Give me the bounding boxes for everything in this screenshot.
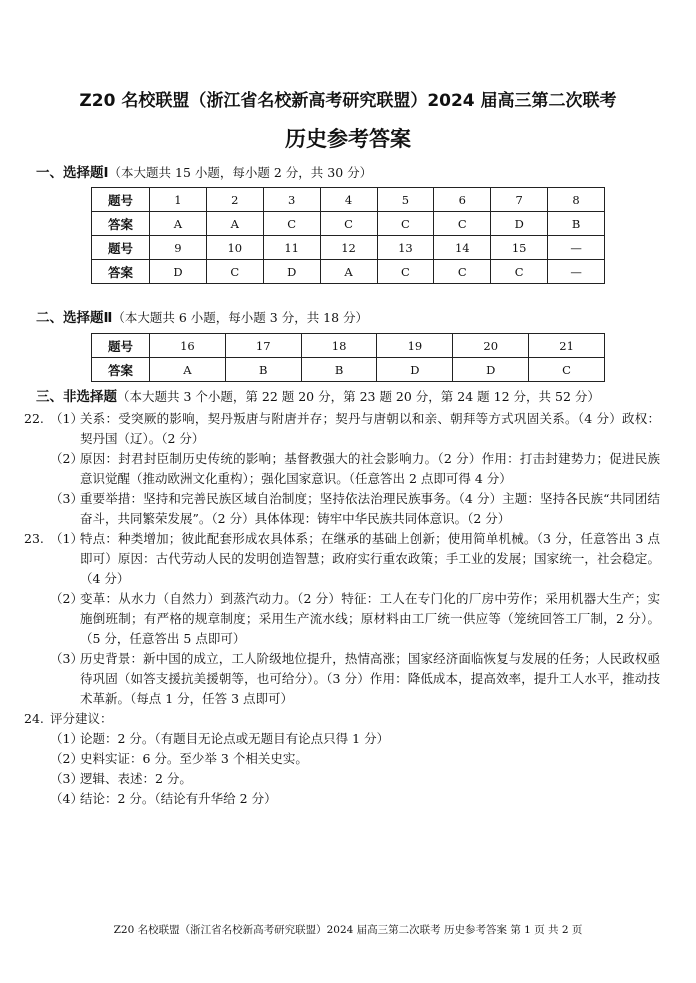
table1-nums-row [92,188,605,212]
table-cell: C [320,212,377,236]
table-cell: 15 [491,236,548,260]
sub-number: （2） [50,591,83,606]
table2-num-row [92,334,605,358]
table1-answers-row [92,260,605,284]
table-cell: 8 [548,188,605,212]
table-cell: A [150,358,226,382]
table-label-num: 题号 [92,236,150,260]
table-cell: C [377,212,434,236]
table-cell: D [150,260,207,284]
sub-answer [50,529,660,589]
sub-text: 重要举措：坚持和完善民族区域自治制度；坚持依法治理民族事务。（4 分）主题：坚持各民族“共同团结奋斗，共同繁荣发展”。（2 分）具体体现：铸牢中华民族共同体意识。（2 分） [80,491,660,526]
table-cell: — [548,260,605,284]
sub-number: （3） [50,491,83,506]
sub-number: （2） [50,451,83,466]
table1-answers-row [92,212,605,236]
table-cell: C [434,212,491,236]
section1-note: （本大题共 15 小题，每小题 2 分，共 30 分） [108,165,373,180]
table-cell: 19 [377,334,453,358]
table-cell: 17 [225,334,301,358]
table-cell: 3 [263,188,320,212]
table-cell: A [206,212,263,236]
table-cell: 16 [150,334,226,358]
question-block [24,529,660,709]
sub-answer [50,489,660,529]
sub-answer [50,449,660,489]
sub-text: 史料实证：6 分。至少举 3 个相关史实。 [80,751,308,766]
table-cell: 13 [377,236,434,260]
section3-note: （本大题共 3 个小题，第 22 题 20 分，第 23 题 20 分，第 24 题 12 分，共 52 分） [117,389,600,404]
sub-answer [50,789,660,809]
section2-heading: 二、选择题Ⅱ [36,310,113,326]
sub-number: （1） [50,411,83,426]
question-number: 22. [24,411,44,426]
table-cell: 2 [206,188,263,212]
table-label-ans: 答案 [92,358,150,382]
table-cell: 1 [150,188,207,212]
answer-table-2 [91,333,605,382]
table-cell: C [263,212,320,236]
table-cell: 12 [320,236,377,260]
sub-text: 关系：受突厥的影响，契丹叛唐与附唐并存；契丹与唐朝以和亲、朝拜等方式巩固关系。（4 分）政权：契丹国（辽）。（2 分） [80,411,660,446]
table-cell: 20 [453,334,529,358]
question-number: 24. [24,711,44,726]
section1-header [36,161,372,181]
section1-heading: 一、选择题Ⅰ [36,165,109,181]
page-footer: Z20 名校联盟（浙江省名校新高考研究联盟）2024 届高三第二次联考 历史参考答案 第 1 页 共 2 页 [113,924,583,936]
table2-ans-row [92,358,605,382]
table-cell: D [453,358,529,382]
sub-number: （4） [50,791,83,806]
table-cell: B [225,358,301,382]
answers-body [24,409,660,809]
table-cell: A [150,212,207,236]
section3-heading: 三、非选择题 [36,389,117,405]
table-cell: 4 [320,188,377,212]
table-cell: 10 [206,236,263,260]
section2-note: （本大题共 6 小题，每小题 3 分，共 18 分） [112,310,369,325]
sub-answer [50,409,660,449]
question-block [24,709,660,809]
document-subtitle: 历史参考答案 [285,127,411,151]
table1-nums-row [92,236,605,260]
table-cell: — [548,236,605,260]
sub-number: （3） [50,771,83,786]
sub-text: 历史背景：新中国的成立，工人阶级地位提升，热情高涨；国家经济面临恢复与发展的任务；人民政权亟待巩固（如答支援抗美援朝等，也可给分）。（3 分）作用：降低成本，提高效率，提升工人水平，推动技术革新。（每点 1 分，任答 3 点即可） [80,651,660,706]
section3-header [36,385,600,405]
table-cell: B [301,358,377,382]
table-cell: 21 [529,334,605,358]
sub-number: （2） [50,751,83,766]
sub-number: （3） [50,651,83,666]
table-cell: D [263,260,320,284]
sub-text: 结论：2 分。（结论有升华给 2 分） [80,791,277,806]
sub-answer [50,749,660,769]
question-lead: 评分建议： [50,711,113,726]
table-cell: B [548,212,605,236]
table-cell: 14 [434,236,491,260]
question-number: 23. [24,531,44,546]
sub-number: （1） [50,731,83,746]
table-cell: D [491,212,548,236]
table-cell: C [206,260,263,284]
sub-answer [50,589,660,649]
table-cell: 9 [150,236,207,260]
sub-text: 变革：从水力（自然力）到蒸汽动力。（2 分）特征：工人在专门化的厂房中劳作；采用机器大生产；实施倒班制；有严格的规章制度；采用生产流水线；原材料由工厂统一供应等（笼统回答工厂制，2 分）。（5 分，任意答出 5 点即可） [80,591,660,646]
table-label-num: 题号 [92,334,150,358]
sub-answer [50,729,660,749]
table-cell: 7 [491,188,548,212]
sub-text: 逻辑、表述：2 分。 [80,771,192,786]
sub-answer [50,649,660,709]
table-label-num: 题号 [92,188,150,212]
table-cell: C [434,260,491,284]
table-label-ans: 答案 [92,260,150,284]
document-title: Z20 名校联盟（浙江省名校新高考研究联盟）2024 届高三第二次联考 [79,91,617,111]
table-cell: 18 [301,334,377,358]
sub-answer [50,769,660,789]
section2-header [36,306,368,326]
table-cell: C [529,358,605,382]
sub-text: 特点：种类增加；彼此配套形成农具体系；在继承的基础上创新；使用简单机械。（3 分，任意答出 3 点即可）原因：古代劳动人民的发明创造智慧；政府实行重农政策；手工业的发展；国家统一，社会稳定。（4 分） [80,531,660,586]
table-cell: C [491,260,548,284]
table-cell: 6 [434,188,491,212]
question-block [24,409,660,529]
table-cell: C [377,260,434,284]
table-cell: 11 [263,236,320,260]
table-label-ans: 答案 [92,212,150,236]
table-cell: D [377,358,453,382]
answer-table-1 [91,187,605,284]
table-cell: A [320,260,377,284]
table-cell: 5 [377,188,434,212]
sub-number: （1） [50,531,83,546]
sub-text: 论题：2 分。（有题目无论点或无题目有论点只得 1 分） [80,731,390,746]
sub-text: 原因：封君封臣制历史传统的影响；基督教强大的社会影响力。（2 分）作用：打击封建势力；促进民族意识觉醒（推动欧洲文化重构）；强化国家意识。（任意答出 2 点即可得 4 分） [80,451,660,486]
